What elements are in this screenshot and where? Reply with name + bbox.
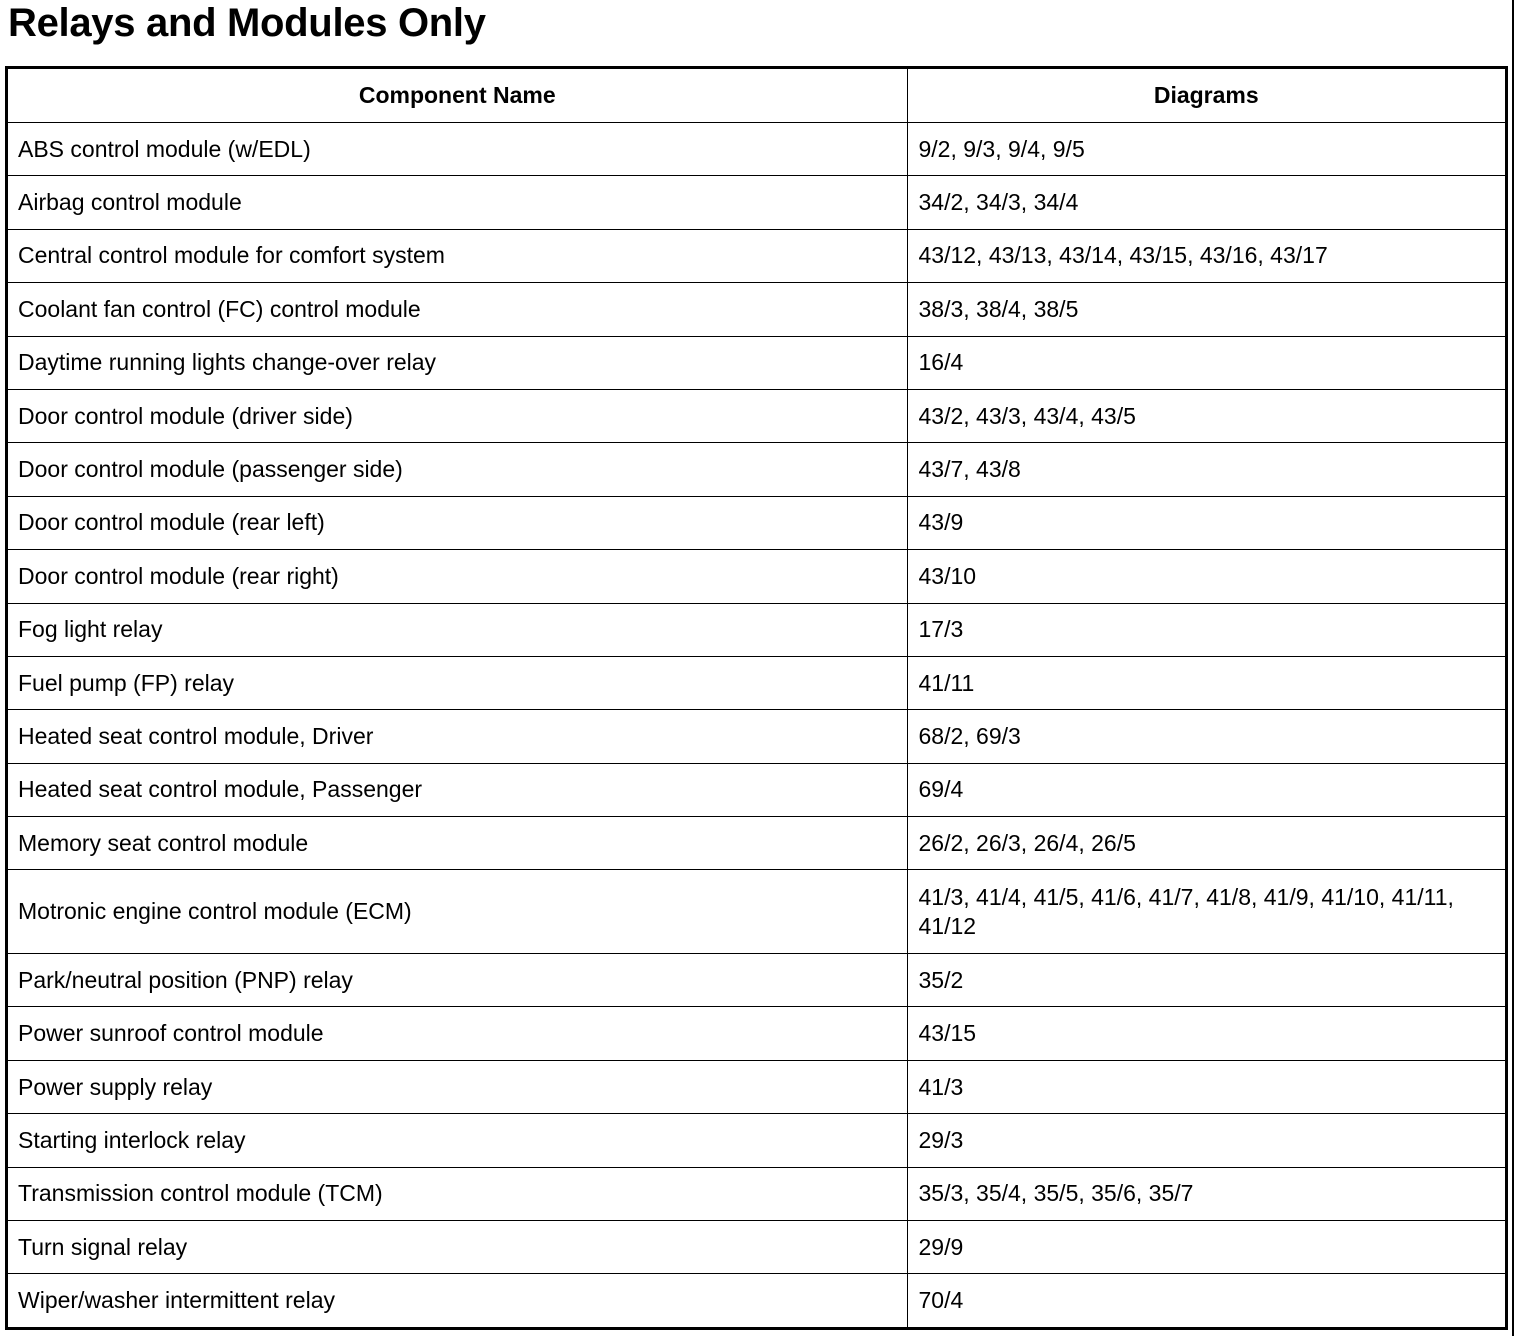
cell-component-name: Transmission control module (TCM) bbox=[8, 1167, 907, 1220]
table-row bbox=[8, 817, 1505, 870]
cell-diagrams: 43/15 bbox=[907, 1007, 1505, 1060]
table-row bbox=[8, 763, 1505, 816]
cell-diagrams: 43/7, 43/8 bbox=[907, 443, 1505, 496]
page-edge-line bbox=[1512, 0, 1514, 1336]
cell-component-name: Door control module (rear right) bbox=[8, 550, 907, 603]
table-row bbox=[8, 283, 1505, 336]
cell-component-name: Door control module (passenger side) bbox=[8, 443, 907, 496]
cell-component-name: Daytime running lights change-over relay bbox=[8, 336, 907, 389]
cell-component-name: Wiper/washer intermittent relay bbox=[8, 1274, 907, 1327]
cell-component-name: Turn signal relay bbox=[8, 1221, 907, 1274]
table-body bbox=[8, 123, 1505, 1328]
cell-diagrams: 9/2, 9/3, 9/4, 9/5 bbox=[907, 123, 1505, 176]
cell-component-name: Power sunroof control module bbox=[8, 1007, 907, 1060]
table-row bbox=[8, 496, 1505, 549]
cell-diagrams: 41/3, 41/4, 41/5, 41/6, 41/7, 41/8, 41/9, 41/10, 41/11, 41/12 bbox=[907, 870, 1505, 954]
cell-component-name: Door control module (driver side) bbox=[8, 389, 907, 442]
cell-diagrams: 43/12, 43/13, 43/14, 43/15, 43/16, 43/17 bbox=[907, 229, 1505, 282]
table-row bbox=[8, 1167, 1505, 1220]
table-row bbox=[8, 656, 1505, 709]
table-header-row bbox=[8, 69, 1505, 123]
cell-diagrams: 17/3 bbox=[907, 603, 1505, 656]
table-row bbox=[8, 443, 1505, 496]
header-component-name: Component Name bbox=[8, 69, 907, 123]
cell-diagrams: 43/9 bbox=[907, 496, 1505, 549]
cell-diagrams: 35/2 bbox=[907, 954, 1505, 1007]
cell-diagrams: 41/11 bbox=[907, 656, 1505, 709]
cell-diagrams: 70/4 bbox=[907, 1274, 1505, 1327]
table-row bbox=[8, 954, 1505, 1007]
relays-modules-table-frame bbox=[5, 66, 1508, 1330]
table-row bbox=[8, 1221, 1505, 1274]
table-row bbox=[8, 1114, 1505, 1167]
cell-component-name: Power supply relay bbox=[8, 1060, 907, 1113]
table-row bbox=[8, 710, 1505, 763]
cell-diagrams: 29/9 bbox=[907, 1221, 1505, 1274]
cell-component-name: ABS control module (w/EDL) bbox=[8, 123, 907, 176]
cell-component-name: Heated seat control module, Passenger bbox=[8, 763, 907, 816]
cell-component-name: Fuel pump (FP) relay bbox=[8, 656, 907, 709]
table-row bbox=[8, 176, 1505, 229]
table-row bbox=[8, 389, 1505, 442]
cell-diagrams: 34/2, 34/3, 34/4 bbox=[907, 176, 1505, 229]
cell-component-name: Coolant fan control (FC) control module bbox=[8, 283, 907, 336]
cell-diagrams: 29/3 bbox=[907, 1114, 1505, 1167]
cell-component-name: Fog light relay bbox=[8, 603, 907, 656]
cell-diagrams: 41/3 bbox=[907, 1060, 1505, 1113]
cell-diagrams: 35/3, 35/4, 35/5, 35/6, 35/7 bbox=[907, 1167, 1505, 1220]
cell-component-name: Starting interlock relay bbox=[8, 1114, 907, 1167]
table-row bbox=[8, 229, 1505, 282]
table-row bbox=[8, 550, 1505, 603]
cell-diagrams: 68/2, 69/3 bbox=[907, 710, 1505, 763]
cell-component-name: Central control module for comfort system bbox=[8, 229, 907, 282]
cell-component-name: Airbag control module bbox=[8, 176, 907, 229]
table-row bbox=[8, 123, 1505, 176]
cell-component-name: Door control module (rear left) bbox=[8, 496, 907, 549]
cell-diagrams: 43/2, 43/3, 43/4, 43/5 bbox=[907, 389, 1505, 442]
cell-diagrams: 16/4 bbox=[907, 336, 1505, 389]
cell-diagrams: 69/4 bbox=[907, 763, 1505, 816]
cell-component-name: Motronic engine control module (ECM) bbox=[8, 870, 907, 954]
cell-component-name: Park/neutral position (PNP) relay bbox=[8, 954, 907, 1007]
cell-component-name: Heated seat control module, Driver bbox=[8, 710, 907, 763]
page-title: Relays and Modules Only bbox=[8, 1, 486, 45]
cell-diagrams: 43/10 bbox=[907, 550, 1505, 603]
cell-diagrams: 26/2, 26/3, 26/4, 26/5 bbox=[907, 817, 1505, 870]
relays-modules-table bbox=[8, 69, 1505, 1327]
cell-component-name: Memory seat control module bbox=[8, 817, 907, 870]
table-row bbox=[8, 336, 1505, 389]
cell-diagrams: 38/3, 38/4, 38/5 bbox=[907, 283, 1505, 336]
table-row bbox=[8, 1274, 1505, 1327]
table-row bbox=[8, 1060, 1505, 1113]
table-row bbox=[8, 1007, 1505, 1060]
header-diagrams: Diagrams bbox=[907, 69, 1505, 123]
table-row bbox=[8, 870, 1505, 954]
table-row bbox=[8, 603, 1505, 656]
